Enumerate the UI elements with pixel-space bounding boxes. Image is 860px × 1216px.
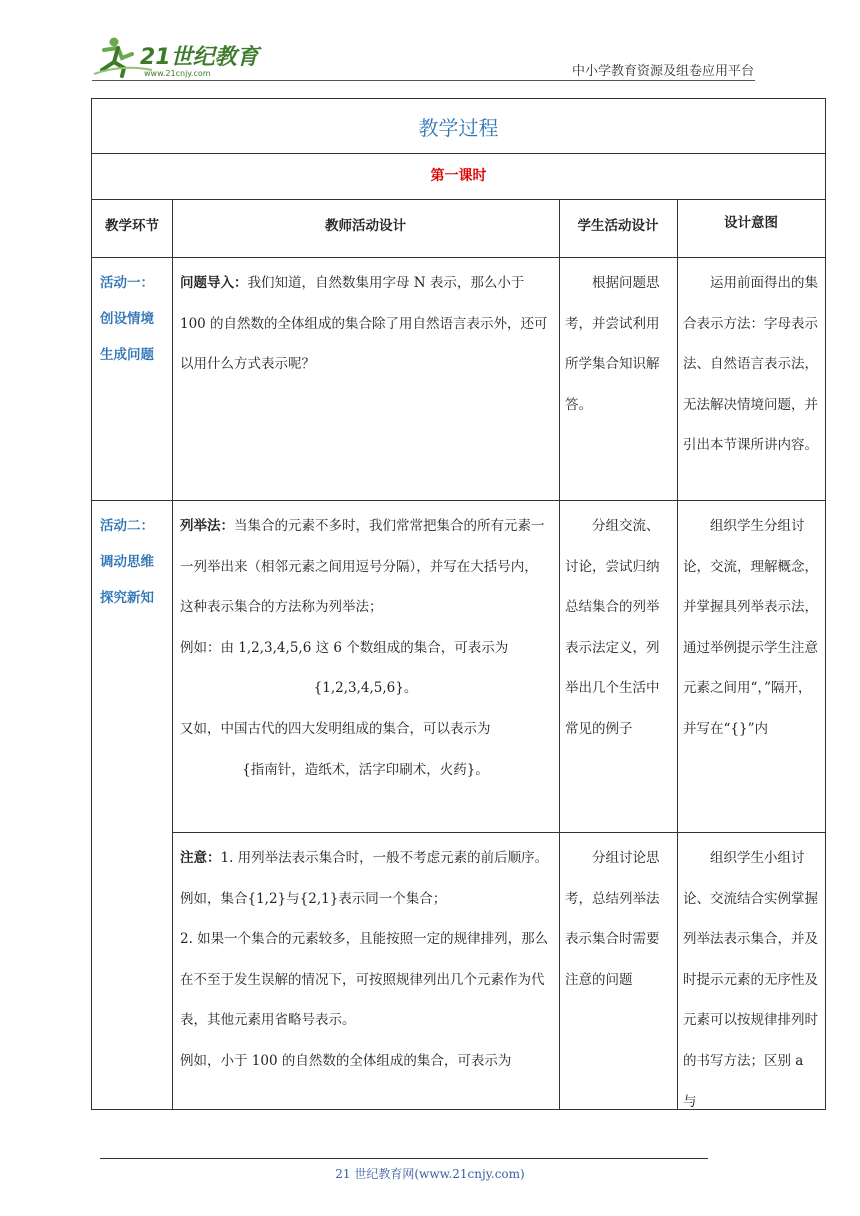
- design-intent-3: 组织学生小组讨论、交流结合实例掌握列举法表示集合，并及时提示元素的无序性及元素可以按规律排列时的书写方法；区别 a 与: [683, 850, 818, 1110]
- logo-url: www.21cnjy.com: [144, 69, 211, 78]
- student-activity-3: 分组讨论思考，总结列举法表示集合时需要注意的问题: [565, 850, 660, 988]
- footer-divider: [100, 1158, 708, 1159]
- example-order: 例如，集合{1,2}与{2,1}表示同一个集合；: [180, 890, 447, 907]
- teaching-process-table: [91, 98, 826, 1110]
- stage-line: 调动思维: [100, 554, 154, 570]
- platform-name: 中小学教育资源及组卷应用平台: [571, 64, 754, 79]
- lead-label: 列举法：: [180, 518, 234, 534]
- stage-activity-2: [92, 500, 172, 616]
- stage-activity-1: [92, 257, 172, 373]
- example-ellipsis: 例如，小于 100 的自然数的全体组成的集合，可表示为: [180, 1052, 512, 1069]
- stage-line: 活动一：: [100, 275, 154, 291]
- design-intent-1: 运用前面得出的集合表示方法：字母表示法、自然语言表示法，无法解决情境问题，并引出本节课所讲内容。: [683, 275, 818, 454]
- col-header-intent: 设计意图: [724, 215, 778, 231]
- teacher-activity-2: [172, 500, 559, 790]
- col-header-teacher: 教师活动设计: [325, 218, 406, 234]
- header-divider: [92, 80, 755, 81]
- stage-line: 探究新知: [100, 590, 154, 606]
- logo-text: 21世纪教育: [140, 45, 259, 70]
- stage-line: 创设情境: [100, 311, 154, 327]
- teacher-text: 我们知道，自然数集用字母 N 表示，那么小于 100 的自然数的全体组成的集合除了用自然语言表示外，还可以用什么方式表示呢？: [180, 275, 548, 373]
- lesson-label: 第一课时: [430, 168, 487, 184]
- lead-label: 问题导入：: [180, 275, 248, 291]
- student-activity-2: 分组交流、讨论，尝试归纳总结集合的列举表示法定义，列举出几个生活中常见的例子: [565, 518, 660, 737]
- teacher-activity-3: [172, 832, 559, 1082]
- example-2-set: {指南针，造纸术，活字印刷术，火药}。: [242, 761, 489, 778]
- note-1: 1. 用列举法表示集合时，一般不考虑元素的前后顺序。: [220, 850, 549, 866]
- example-2: 又如，中国古代的四大发明组成的集合，可以表示为: [180, 720, 491, 737]
- table-title: 教学过程: [418, 116, 499, 140]
- col-header-stage: 教学环节: [105, 218, 159, 234]
- stage-line: 活动二：: [100, 518, 154, 534]
- site-logo: [92, 34, 262, 84]
- stage-line: 生成问题: [100, 347, 154, 363]
- teacher-activity-1: [172, 257, 559, 385]
- col-header-student: 学生活动设计: [577, 218, 659, 234]
- page-footer: 21 世纪教育网(www.21cnjy.com): [335, 1167, 525, 1181]
- teacher-text: 当集合的元素不多时，我们常常把集合的所有元素一一列举出来（相邻元素之间用逗号分隔），并写在大括号内，这种表示集合的方法称为列举法；: [180, 518, 545, 616]
- design-intent-2: 组织学生分组讨论，交流，理解概念，并掌握具列举表示法，通过举例提示学生注意元素之间用“，”隔开，并写在“{}”内: [683, 518, 818, 737]
- note-2: 2. 如果一个集合的元素较多，且能按照一定的规律排列，那么在不至于发生误解的情况下，可按照规律列出几个元素作为代表，其他元素用省略号表示。: [180, 931, 549, 1029]
- student-activity-1: 根据问题思考，并尝试利用所学集合知识解答。: [565, 275, 660, 413]
- page-header: [0, 0, 860, 90]
- lead-label: 注意：: [180, 850, 221, 866]
- example-1: 例如：由 1,2,3,4,5,6 这 6 个数组成的集合，可表示为: [180, 639, 509, 656]
- example-1-set: {1,2,3,4,5,6}。: [313, 680, 418, 697]
